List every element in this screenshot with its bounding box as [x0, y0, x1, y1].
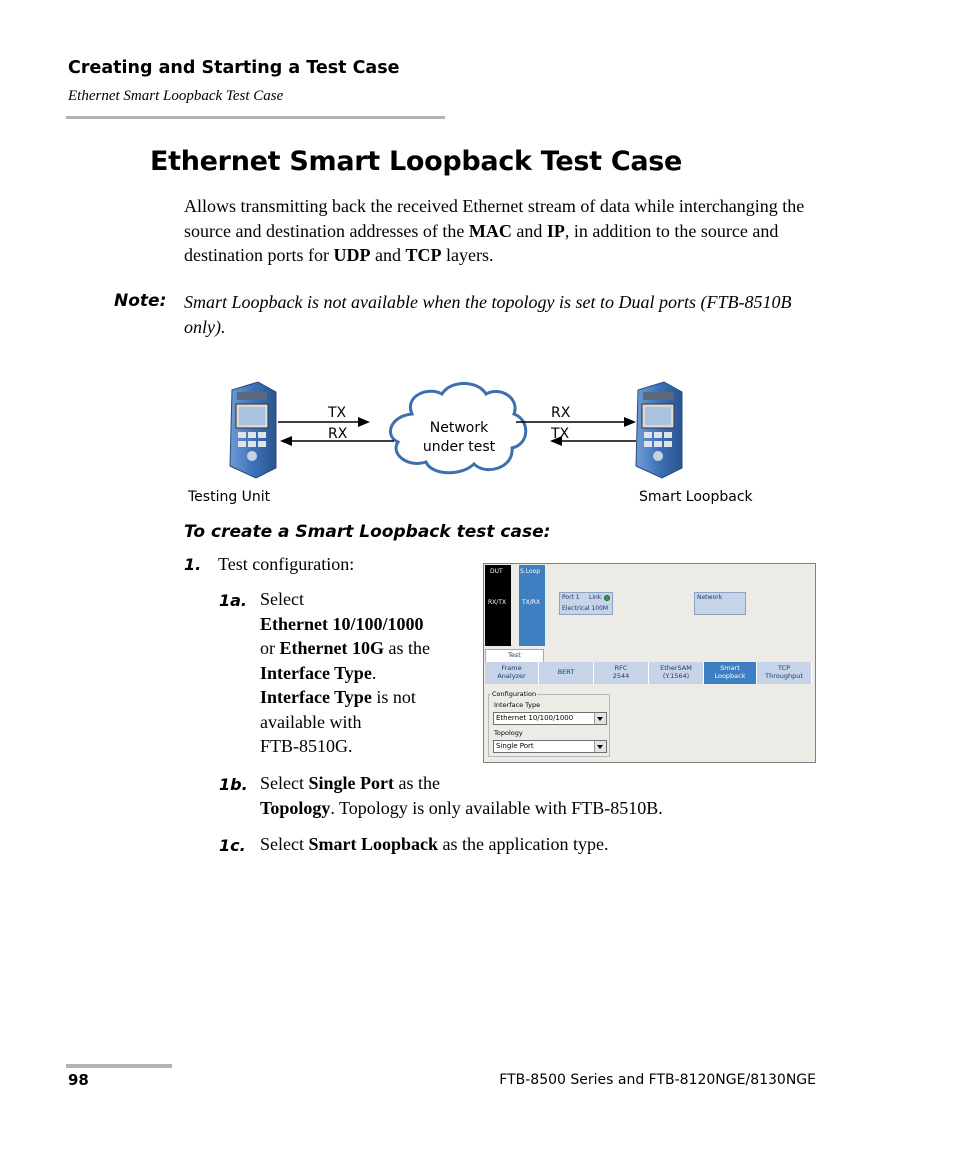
tab-rfc-2544[interactable]: RFC 2544: [594, 662, 649, 684]
step-1c-number: 1c.: [219, 836, 246, 855]
smart-loopback-device-icon: [636, 382, 682, 478]
header-rule: [66, 116, 445, 119]
topology-label: Topology: [494, 729, 523, 737]
cloud-label-line1: Network: [429, 420, 489, 436]
port-label: Port 1: [562, 594, 580, 601]
tab-tcp-throughput[interactable]: TCP Throughput: [757, 662, 812, 684]
footer-product: FTB-8500 Series and FTB-8120NGE/8130NGE: [499, 1072, 816, 1088]
dut-port-label: RX/TX: [488, 599, 507, 606]
step-1b-text: Select Single Port as the Topology. Topology is only available with FTB-8510B.: [260, 773, 663, 818]
interface-type-value: Ethernet 10/100/1000: [496, 714, 574, 722]
right-rx-label: RX: [551, 405, 571, 421]
right-tx-label: TX: [551, 426, 570, 442]
procedure-title: To create a Smart Loopback test case:: [184, 522, 551, 542]
sloop-label: S.Loop: [520, 568, 541, 575]
note-text: Smart Loopback is not available when the topology is set to Dual ports (FTB-8510B only).: [184, 292, 792, 337]
running-header-title: Creating and Starting a Test Case: [68, 58, 400, 78]
tab-smart-loopback[interactable]: Smart Loopback: [704, 662, 757, 684]
port-speed-label: Electrical 100M: [562, 605, 609, 612]
step-1c-text: Select Smart Loopback as the application type.: [260, 834, 609, 854]
step-1-text: Test configuration:: [218, 554, 355, 574]
chevron-down-icon[interactable]: [594, 741, 606, 752]
link-status-led-icon: [604, 595, 610, 601]
configuration-group-title: Configuration: [492, 690, 537, 698]
dut-label: DUT: [490, 568, 503, 575]
step-1b-number: 1b.: [219, 775, 248, 794]
topology-value: Single Port: [496, 742, 534, 750]
cloud-label-line2: under test: [422, 439, 496, 455]
smart-loopback-caption: Smart Loopback: [639, 489, 753, 505]
page-number: 98: [68, 1071, 89, 1089]
chevron-down-icon[interactable]: [594, 713, 606, 724]
step-1-number: 1.: [184, 555, 202, 574]
tab-frame-analyzer[interactable]: Frame Analyzer: [485, 662, 539, 684]
sloop-port-label: TX/RX: [522, 599, 541, 606]
left-rx-label: RX: [328, 426, 348, 442]
tab-test[interactable]: Test: [485, 649, 544, 662]
interface-type-select[interactable]: [493, 712, 607, 725]
intro-paragraph: Allows transmitting back the received Ethernet stream of data while interchanging the source and destination addresses of the MAC and IP, in addition to the source and destination ports for UDP and TCP layers.: [184, 196, 805, 265]
topology-select[interactable]: [493, 740, 607, 753]
testing-unit-device-icon: [230, 382, 276, 478]
tab-ethersam[interactable]: EtherSAM (Y.1564): [649, 662, 704, 684]
step-1a-number: 1a.: [219, 591, 248, 610]
running-header-subtitle: Ethernet Smart Loopback Test Case: [68, 88, 284, 104]
section-heading: Ethernet Smart Loopback Test Case: [150, 146, 683, 177]
loopback-diagram: [180, 372, 780, 512]
footer-rule: [66, 1064, 172, 1068]
test-setup-screenshot: [483, 563, 816, 763]
note-label: Note:: [114, 291, 167, 311]
step-1a-text: Select Ethernet 10/100/1000 or Ethernet 10G as the Interface Type. Interface Type is not available with FTB-8510G.: [260, 589, 430, 756]
tab-bert[interactable]: BERT: [539, 662, 594, 684]
left-tx-label: TX: [328, 405, 347, 421]
link-label: Link: [589, 594, 602, 601]
testing-unit-caption: Testing Unit: [188, 489, 271, 505]
network-label: Network: [697, 594, 723, 601]
interface-type-label: Interface Type: [494, 701, 541, 709]
